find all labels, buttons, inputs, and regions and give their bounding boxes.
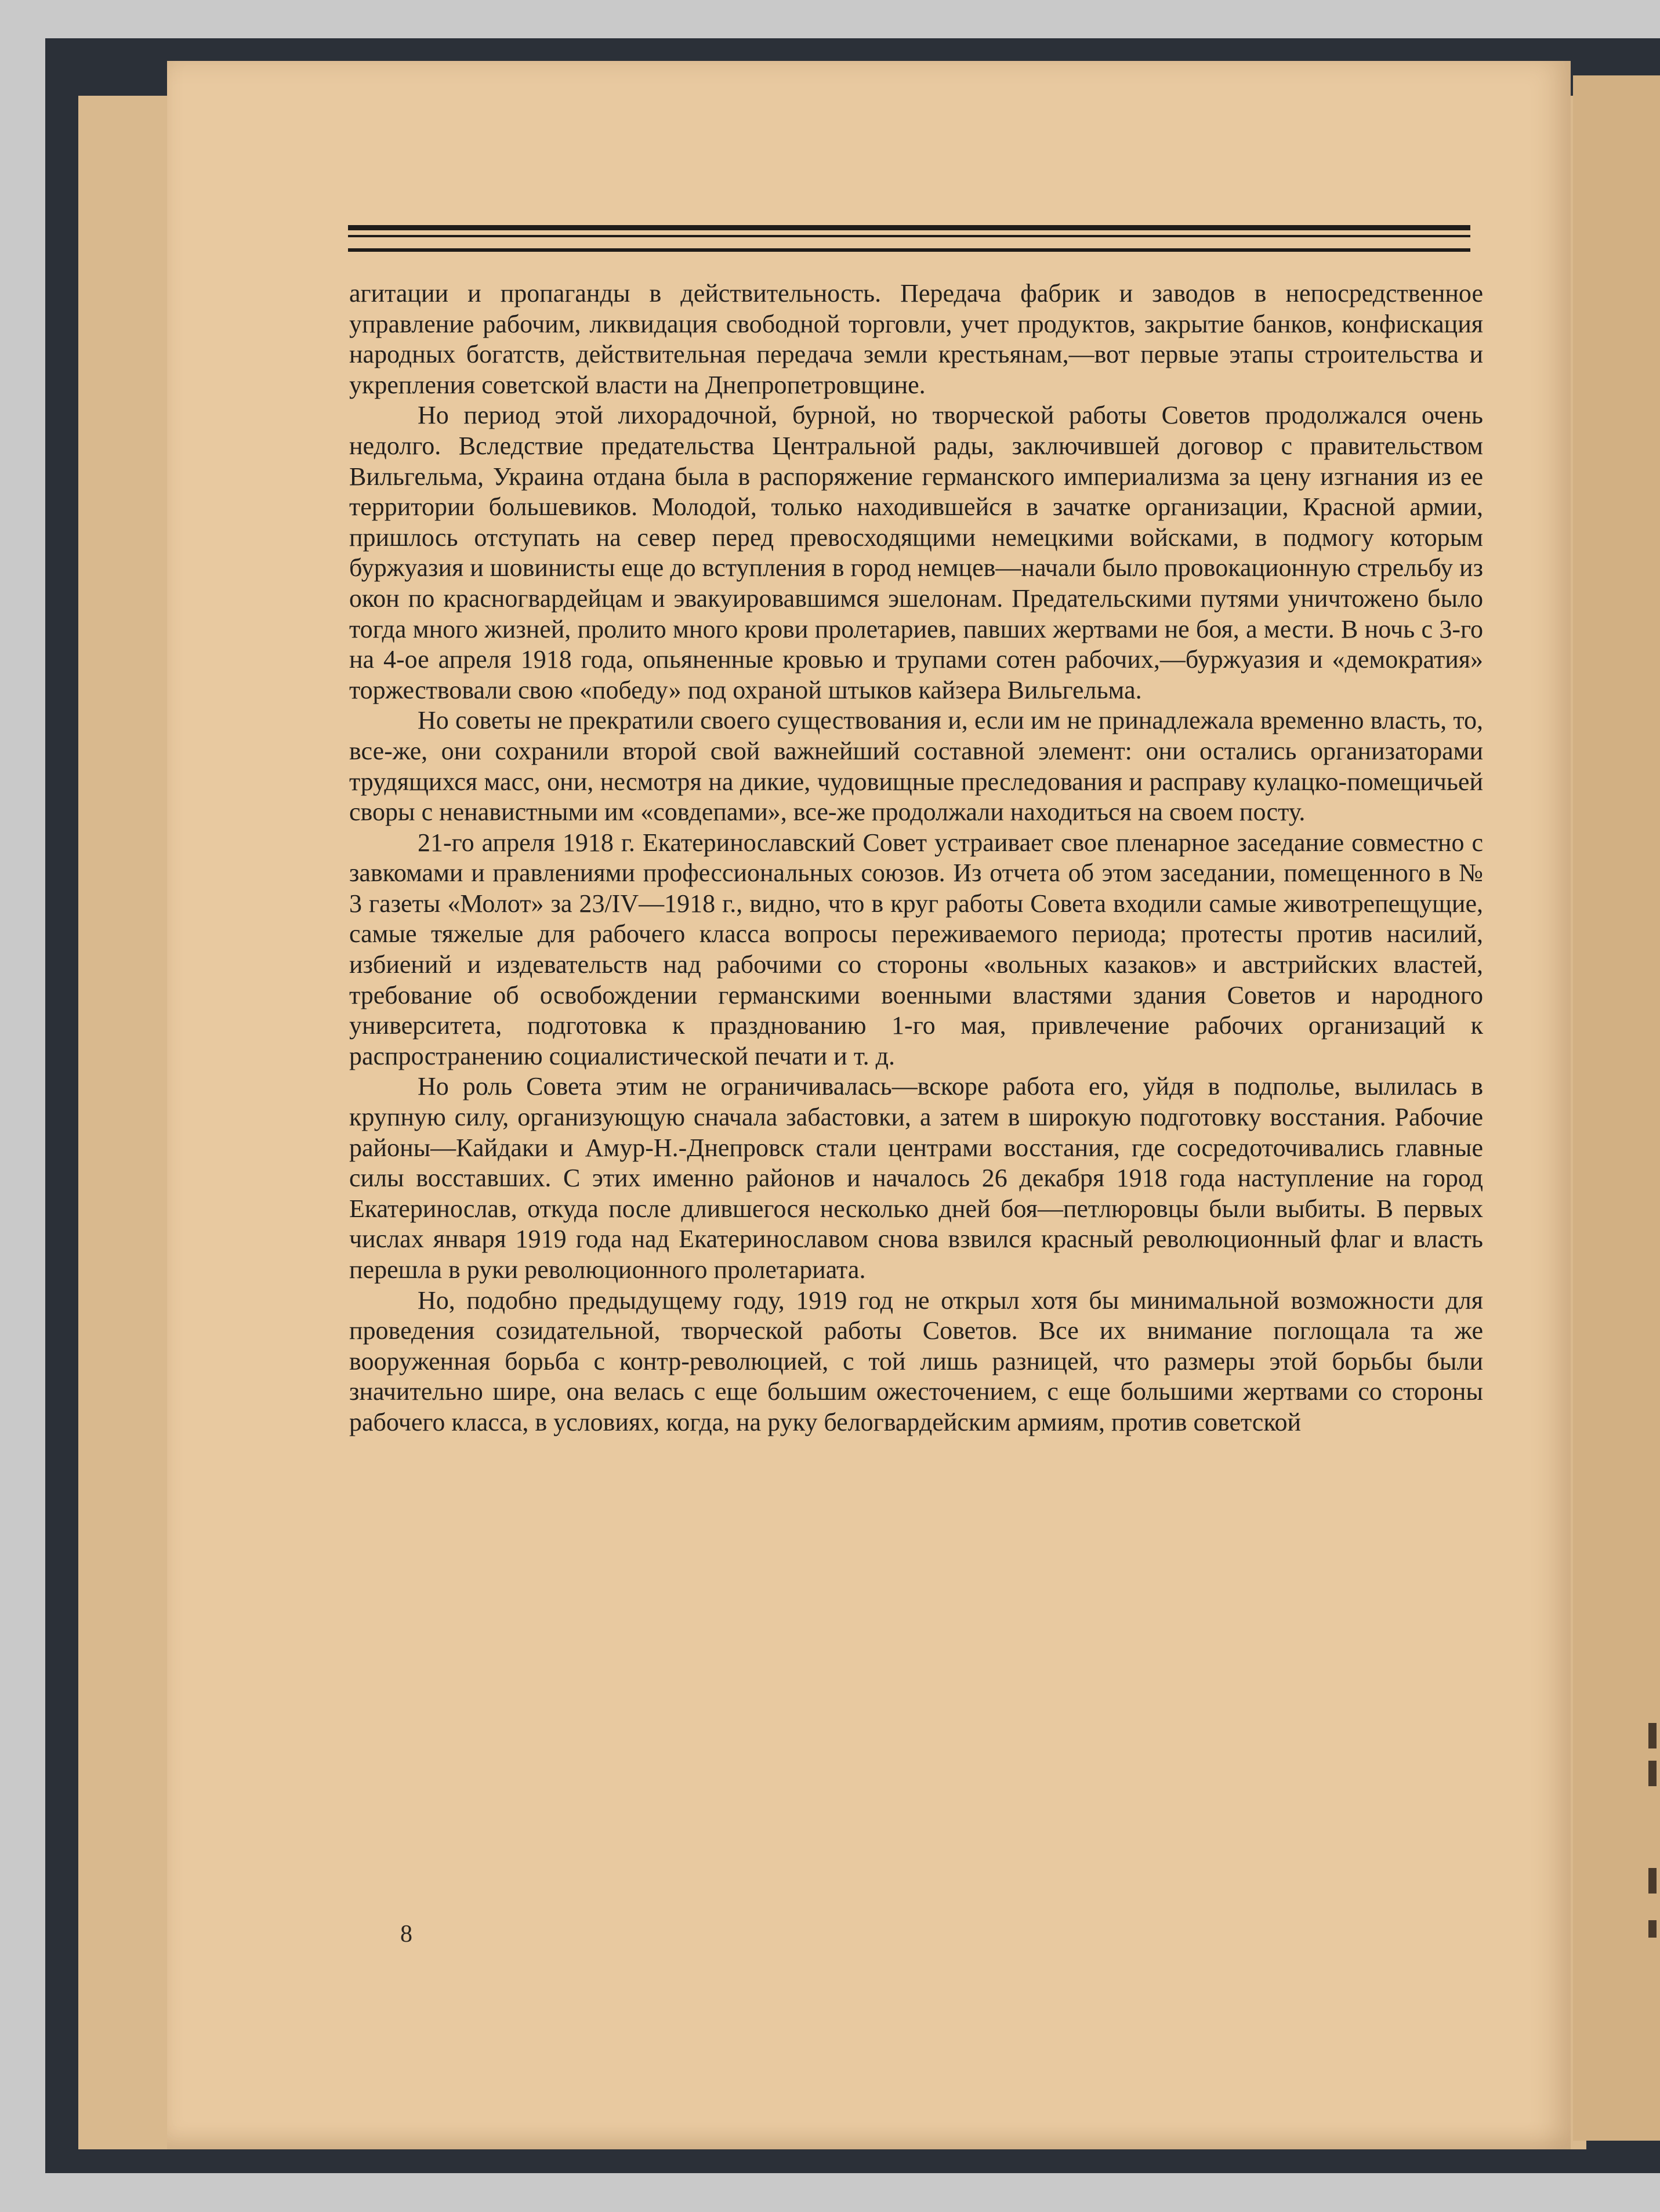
facing-page-text-fragment [1648,1868,1657,1894]
paragraph: Но роль Совета этим не ограничивалась—вскоре работа его, уйдя в подполье, вылилась в крупную силу, организующую сначала забастовки, а затем в широкую подготовку восстания. Рабочие районы—Кайдаки и Амур-Н.-Днепровск стали центрами восстания, где сосредоточивались главные силы восставших. С этих именно районов и началось 26 декабря 1918 года наступление на город Екатеринослав, откуда после длившегося несколько дней боя—петлюровцы были выбиты. В первых числах января 1919 года над Екатеринославом снова взвился красный революционный флаг и власть перешла в руки революционного пролетариата. [349,1072,1483,1284]
paragraph: Но советы не прекратили своего существования и, если им не принадлежала временно власть, то, все-же, они сохранили второй свой важнейший составной элемент: они остались организаторами трудящихся масс, они, несмотря на дикие, чудовищные преследования и расправу кулацко-помещичьей своры с ненавистными им «совдепами», все-же продолжали находиться на своем посту. [349,706,1483,827]
header-rule-thin [348,235,1470,237]
facing-page-text-fragment [1648,1920,1657,1938]
paragraph: Но, подобно предыдущему году, 1919 год не открыл хотя бы минимальной возможности для проведения созидательной, творческой работы Советов. Все их внимание поглощала та же вооруженная борьба с контр-революцией, с той лишь разницей, что размеры этой борьбы были значительно шире, она велась с еще большим ожесточением, с еще большими жертвами со стороны рабочего класса, в условиях, когда, на руку белогвардейским армиям, против советской [349,1286,1483,1436]
paragraph: 21-го апреля 1918 г. Екатеринославский Совет устраивает свое пленарное заседание совместно с завкомами и правлениями профессиональных союзов. Из отчета об этом заседании, помещенного в № 3 газеты «Молот» за 23/IV—1918 г., видно, что в круг работы Совета входили самые животрепещущие, самые тяжелые для рабочего класса вопросы переживаемого периода; протесты против насилий, избиений и издевательств над рабочими со стороны «вольных казаков» и австрийских властей, требование об освобождении германскими военными властями здания Советов и народного университета, подготовка к празднованию 1-го мая, привлечение рабочих организаций к распространению социалистической печати и т. д. [349,828,1483,1070]
page-number: 8 [400,1921,412,1947]
paragraph: Но период этой лихорадочной, бурной, но творческой работы Советов продолжался очень недолго. Вследствие предательства Центральной рады, заключившей договор с правительством Вильгельма, Украина отдана была в распоряжение германского империализма за цену изгнания из ее территории большевиков. Молодой, только находившейся в зачатке организации, Красной армии, пришлось отступать на север перед превосходящими немецкими войсками, в подмогу которым буржуазия и шовинисты еще до вступления в город немцев—начали было провокационную стрельбу из окон по красногвардейцам и эвакуировавшимся эшелонам. Предательскими путями уничтожено было тогда много жизней, пролито много крови пролетариев, павших жертвами не боя, а мести. В ночь с 3-го на 4-ое апреля 1918 года, опьяненные кровью и трупами сотен рабочих,—буржуазия и «демократия» торжествовали свою «победу» под охраной штыков кайзера Вильгельма. [349,401,1483,704]
paragraph: агитации и пропаганды в действительность. Передача фабрик и заводов в непосредственное управление рабочим, ликвидация свободной торговли, учет продуктов, закрытие банков, конфискация народных богатств, действительная передача земли крестьянам,—вот первые этапы строительства и укрепления советской власти на Днепропетровщине. [349,279,1483,399]
header-rule-thick [348,225,1470,230]
body-text [349,278,1483,1438]
facing-page-text-fragment [1648,1723,1657,1748]
facing-page-edge [1573,75,1660,2141]
facing-page-text-fragment [1648,1761,1657,1786]
header-rule-bottom [348,248,1470,252]
